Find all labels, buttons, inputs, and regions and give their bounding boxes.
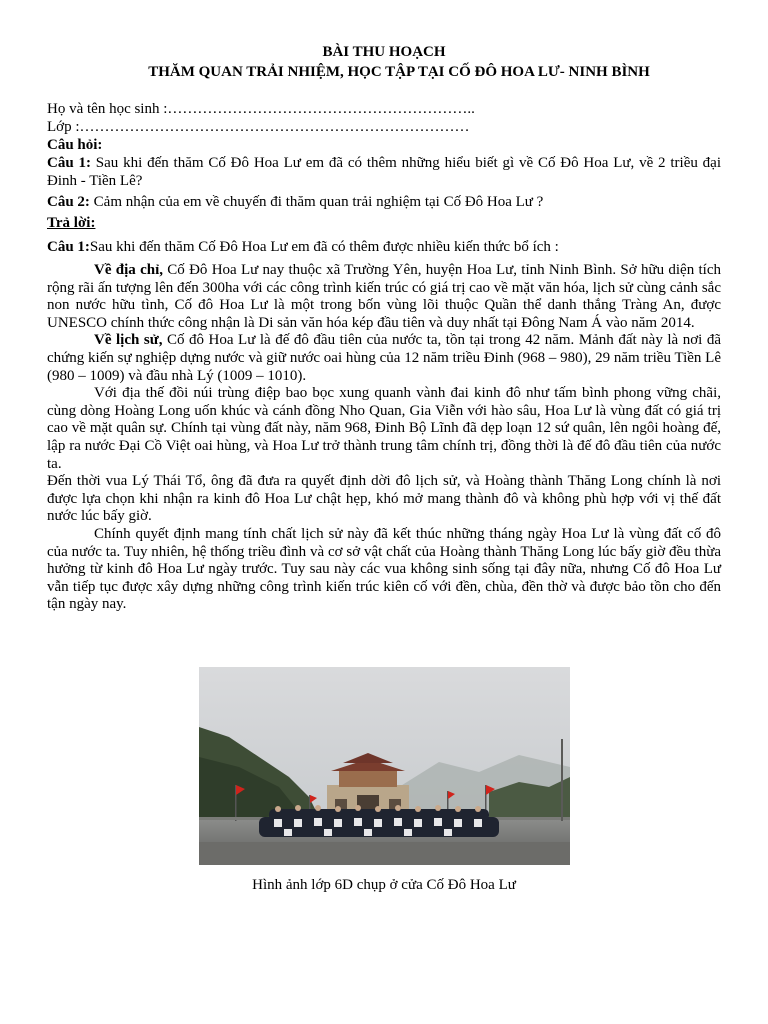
document-page xyxy=(47,42,721,893)
paragraph-history-text: Cố đô Hoa Lư là đế đô đầu tiên của nước ta, tồn tại trong 42 năm. Mảnh đất này là nơi đã chứng kiến sự nghiệp dựng nước và giữ nước oai hùng của 12 năm triều Đinh (968 – 980), 29 năm triều Tiền Lê (980 – 1009) và đầu nhà Lý (1009 – 1010). xyxy=(47,332,721,384)
answer-1-label: Câu 1: xyxy=(47,239,90,255)
document-subtitle: THĂM QUAN TRẢI NHIỆM, HỌC TẬP TẠI CỐ ĐÔ HOA LƯ- NINH BÌNH xyxy=(148,64,650,80)
questions-heading: Câu hỏi: xyxy=(47,137,103,153)
answer-1-text: Sau khi đến thăm Cố Đô Hoa Lư em đã có thêm được nhiều kiến thức bổ ích : xyxy=(89,239,559,255)
paragraph-geography: Với địa thế đồi núi trùng điệp bao bọc xung quanh vành đai kinh đô như tấm bình phong vững chãi, cùng dòng Hoàng Long uốn khúc và cánh đồng Nho Quan, Gia Viễn với hào sâu, Hoa Lư là vùng đất có giá trị cao về mặt quân sự. Chính tại vùng đất này, năm 968, Đinh Bộ Lĩnh đã dẹp loạn 12 sứ quân, lên ngôi hoàng đế, lập ra nước Đại Cồ Việt oai hùng, và Hoa Lư trở thành trung tâm chính trị, đồng thời là đế đô đầu tiên của nước ta. xyxy=(47,385,721,472)
class-photo xyxy=(199,667,570,865)
paragraph-history xyxy=(47,332,721,385)
document-title: BÀI THU HOẠCH xyxy=(322,44,446,60)
question-1 xyxy=(47,154,721,190)
photo-caption: Hình ảnh lớp 6D chụp ở cửa Cố Đô Hoa Lư xyxy=(252,877,516,893)
paragraph-history-lead: Về lịch sử, xyxy=(94,332,163,349)
student-name-field: Họ và tên học sinh :…………………………………………………….. xyxy=(47,101,475,117)
question-1-label: Câu 1: xyxy=(47,155,91,171)
question-2 xyxy=(47,193,721,211)
paragraph-conclusion: Chính quyết định mang tính chất lịch sử này đã kết thúc những tháng ngày Hoa Lư là vùng đất cố đô của nước ta. Tuy nhiên, hệ thống triều đình và cơ sở vật chất của Hoàng thành Thăng Long lúc bấy giờ đều thừa hưởng từ kinh đô Hoa Lư ngày trước. Tuy sau này các vua không sinh sống tại đây nữa, nhưng Cố đô Hoa Lư vẫn tiếp tục được xây dựng những công trình kiến trúc kiên cố với đền, chùa, đền thờ và được bảo tồn cho đến tận ngày nay. xyxy=(47,525,721,613)
paragraph-address-lead: Về địa chỉ, xyxy=(94,262,163,278)
paragraph-ly-thai-to: Đến thời vua Lý Thái Tổ, ông đã đưa ra quyết định dời đô lịch sử, và Hoàng thành Thăng Long chính là nơi được lựa chọn khi nhận ra kinh đô Hoa Lư chật hẹp, khó mở mang thành đô và không phù hợp với vị thế đất nước lúc bấy giờ. xyxy=(47,473,721,525)
paragraph-address xyxy=(47,262,721,332)
class-field: Lớp :…………………………………………………………………… xyxy=(47,119,470,135)
paragraph-address-text: Cố Đô Hoa Lư nay thuộc xã Trường Yên, huyện Hoa Lư, tỉnh Ninh Bình. Sở hữu diện tích rộng rãi ấn tượng lên đến 300ha với các công trình kiến trúc có giá trị cao về mặt văn hóa, lịch sử cùng cảnh sắc non nước hữu tình, Cố đô Hoa Lư là một trong bốn vùng lõi thuộc Quần thể danh thắng Tràng An, được UNESCO chính thức công nhận là Di sản văn hóa kép đầu tiên và duy nhất tại Đông Nam Á vào năm 2014. xyxy=(47,262,721,331)
answer-1 xyxy=(47,238,721,256)
question-2-label: Câu 2: xyxy=(47,194,90,210)
question-1-text: Sau khi đến thăm Cố Đô Hoa Lư em đã có thêm những hiểu biết gì về Cố Đô Hoa Lư, về 2 triều đại Đinh - Tiền Lê? xyxy=(47,155,721,189)
answer-heading: Trả lời: xyxy=(47,215,96,231)
class-photo-image xyxy=(199,667,570,865)
question-2-text: Cảm nhận của em về chuyến đi thăm quan trải nghiệm tại Cố Đô Hoa Lư ? xyxy=(89,194,544,210)
